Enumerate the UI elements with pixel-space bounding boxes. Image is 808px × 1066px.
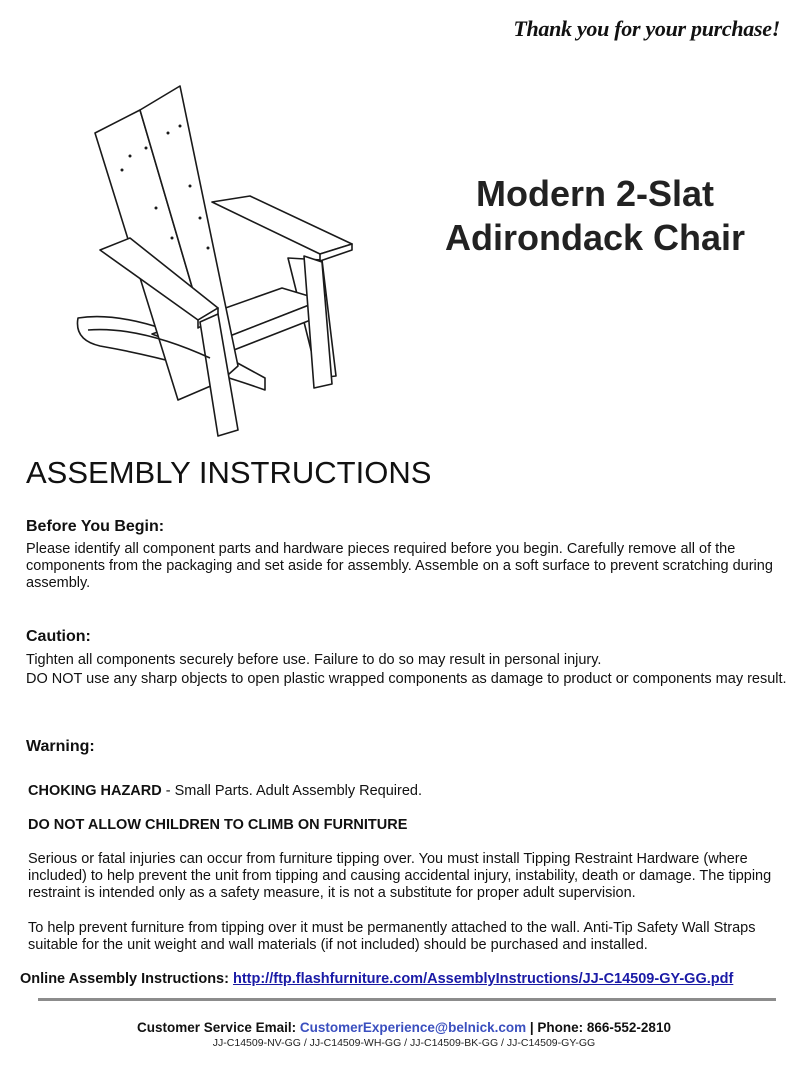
product-title-line1: Modern 2-Slat (475, 173, 715, 214)
tipping-warning-text: Serious or fatal injuries can occur from furniture tipping over. You must install Tipping Restraint Hardware (where included) to help prevent the unit from tipping and causing accidental injury, instability, death or damage. The tipping restraint is intended only as a safety measure, it is not a substitute for proper adult supervision. (28, 851, 772, 901)
footer-divider (38, 998, 776, 1001)
online-instructions-label: Online Assembly Instructions: (20, 971, 233, 987)
chair-illustration (60, 78, 360, 438)
warning-heading: Warning: (26, 738, 95, 755)
online-instructions-line (20, 971, 733, 988)
customer-service-email[interactable]: CustomerExperience@belnick.com (299, 1020, 527, 1035)
wall-strap-warning-text: To help prevent furniture from tipping over it must be permanently attached to the wall. Anti-Tip Safety Wall Straps suitable for the unit weight and wall materials (if not included) should be purchased and installed. (28, 920, 756, 953)
thank-you-note: Thank you for your purchase! (513, 16, 780, 41)
choking-hazard-label: CHOKING HAZARD (28, 783, 162, 799)
assembly-instructions-heading: ASSEMBLY INSTRUCTIONS (26, 455, 432, 490)
choking-hazard-text: - Small Parts. Adult Assembly Required. (161, 783, 423, 799)
customer-service-line (0, 1019, 808, 1036)
caution-line-2: DO NOT use any sharp objects to open plastic wrapped components as damage to product or components may result. (26, 671, 787, 687)
before-you-begin-text: Please identify all component parts and hardware pieces required before you begin. Carefully remove all of the components from the packaging and set aside for assembly. Assemble on a soft surface to prevent scratching during assembly. (26, 541, 773, 591)
no-climb-warning: DO NOT ALLOW CHILDREN TO CLIMB ON FURNITURE (28, 817, 408, 833)
product-title-line2: Adirondack Chair (444, 217, 746, 258)
product-title (420, 172, 770, 260)
caution-line-1: Tighten all components securely before use. Failure to do so may result in personal injury. (26, 652, 602, 668)
customer-service-phone: | Phone: 866-552-2810 (526, 1020, 671, 1035)
caution-heading: Caution: (26, 628, 91, 645)
online-instructions-link[interactable]: http://ftp.flashfurniture.com/AssemblyInstructions/JJ-C14509-GY-GG.pdf (232, 971, 734, 987)
customer-service-email-label: Customer Service Email: (137, 1020, 300, 1035)
before-you-begin-heading: Before You Begin: (26, 518, 165, 535)
choking-hazard-line (28, 783, 422, 800)
model-numbers: JJ-C14509-NV-GG / JJ-C14509-WH-GG / JJ-C14509-BK-GG / JJ-C14509-GY-GG (212, 1037, 596, 1049)
